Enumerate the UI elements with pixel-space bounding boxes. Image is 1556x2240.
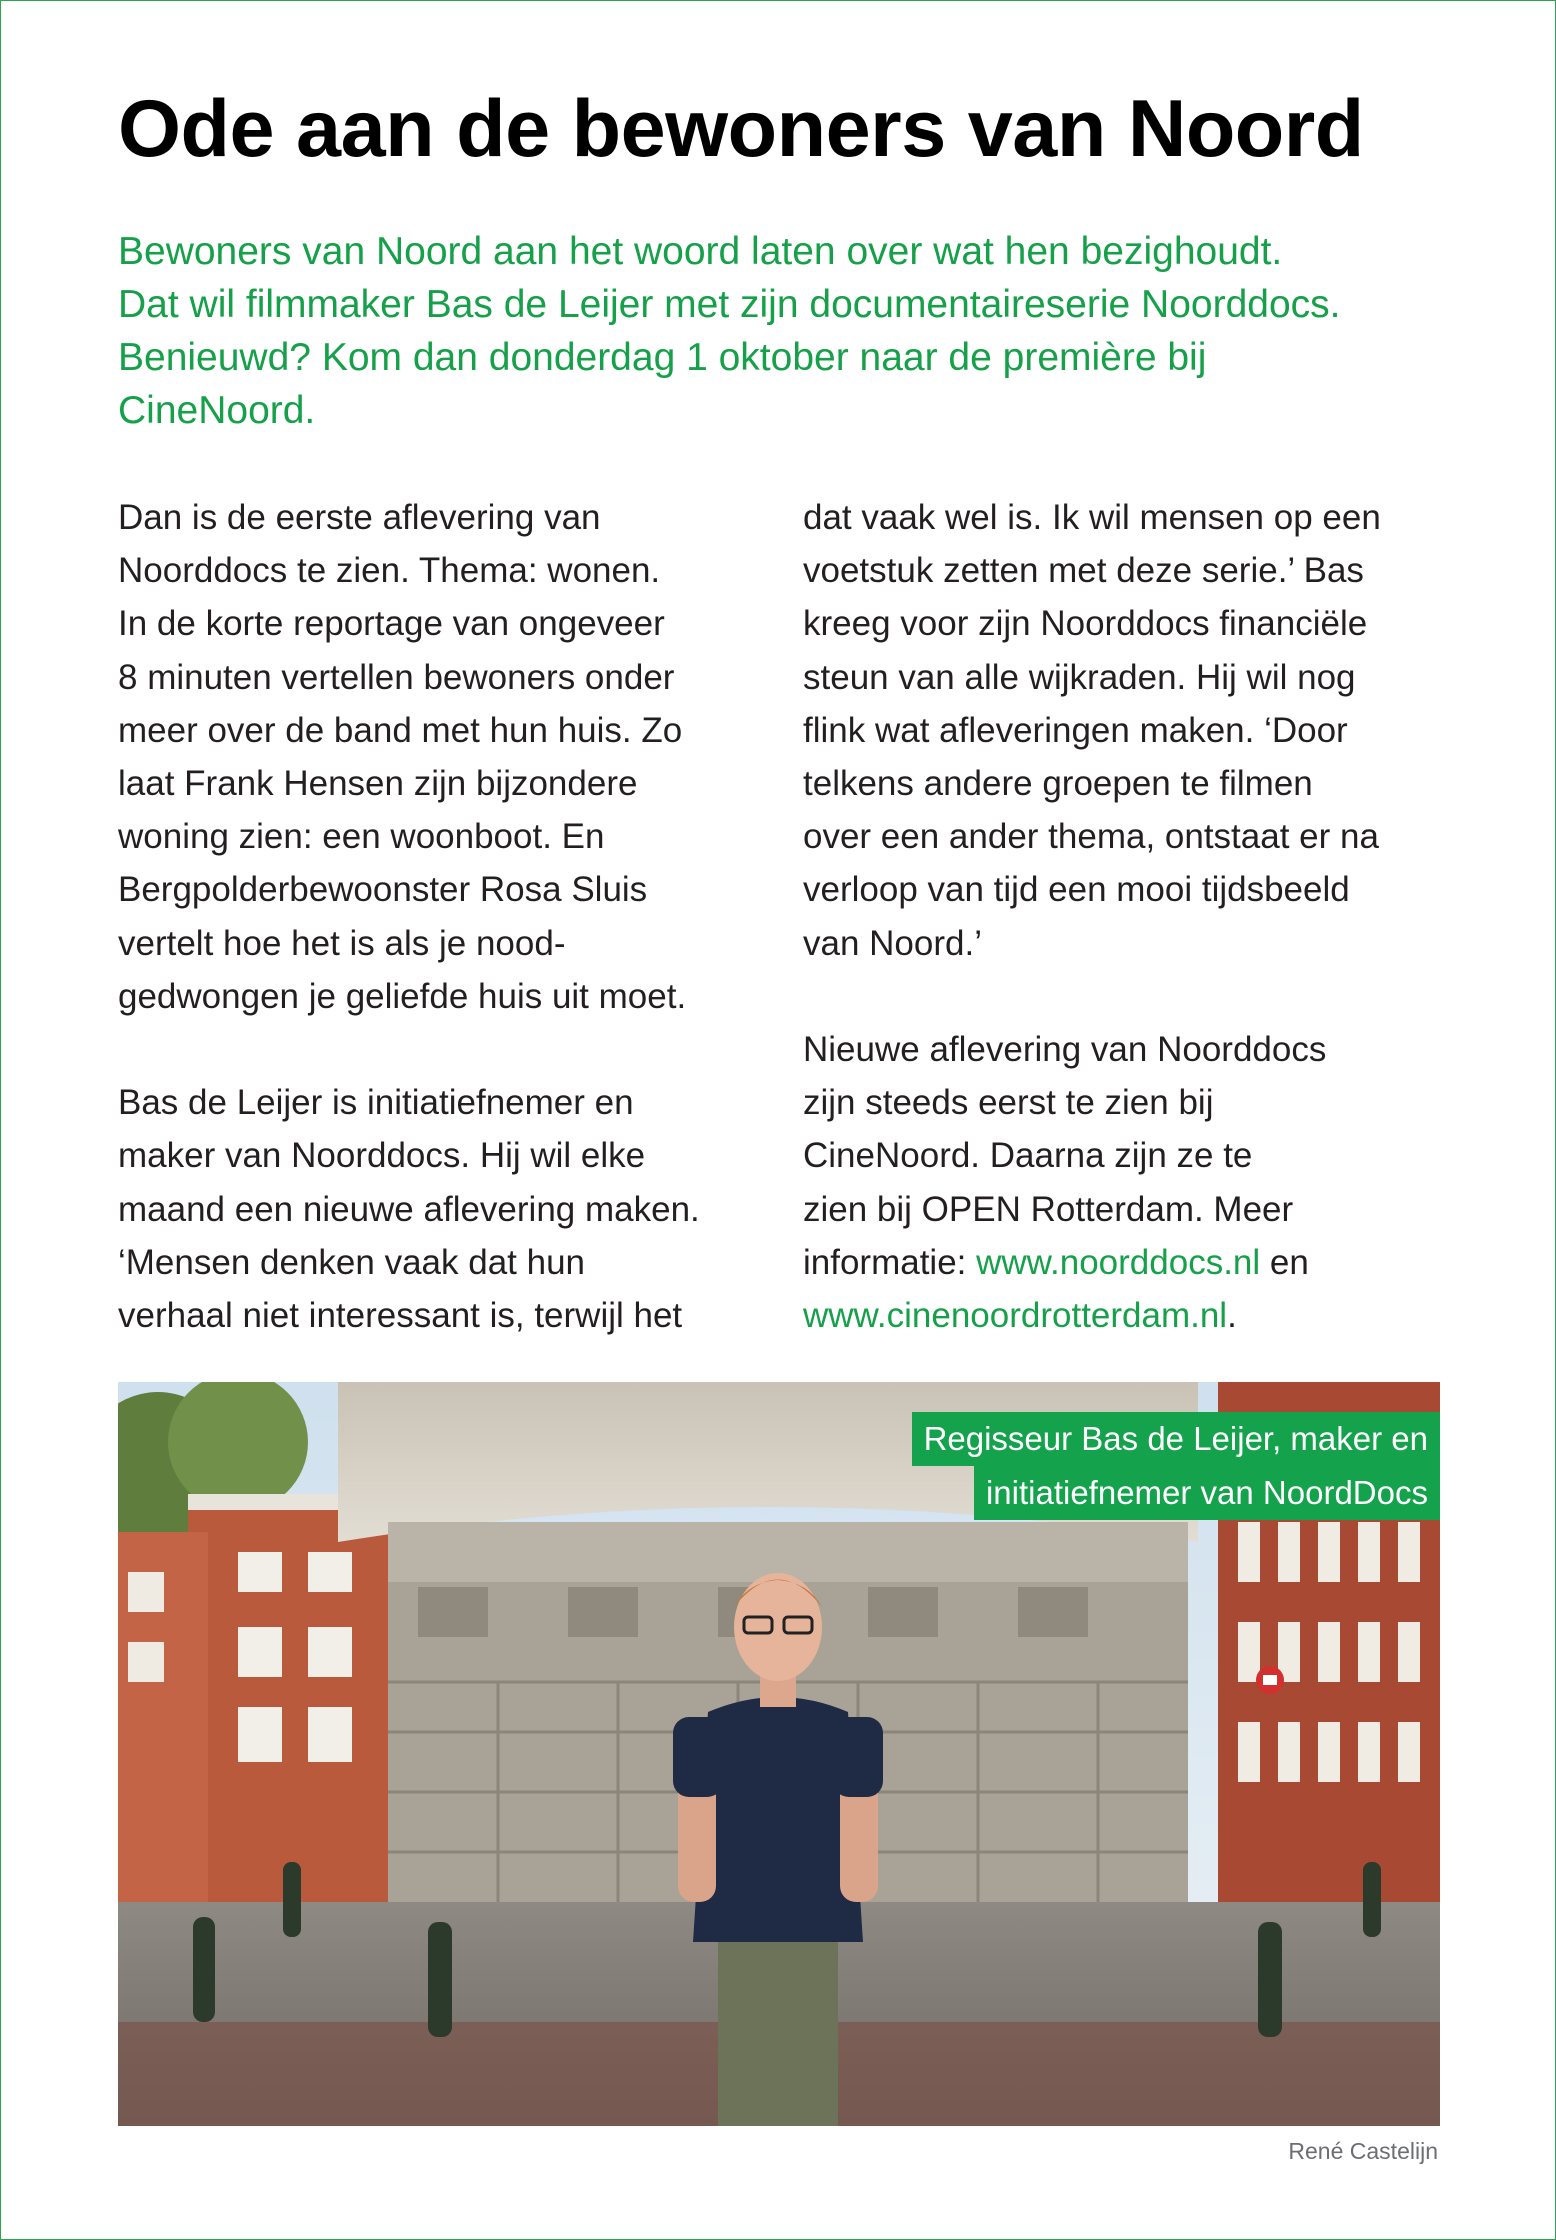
paragraph-gap bbox=[803, 970, 1463, 1023]
text-line: voetstuk zetten met deze serie.’ Bas bbox=[803, 551, 1364, 591]
text-line: steun van alle wijkraden. Hij wil nog bbox=[803, 657, 1356, 697]
article-title: Ode aan de bewoners van Noord bbox=[118, 84, 1364, 174]
text-line: maand een nieuwe aflevering maken. bbox=[118, 1189, 700, 1229]
text-line: Nieuwe aflevering van Noorddocs bbox=[803, 1030, 1327, 1070]
portrait-photo bbox=[118, 1382, 1440, 2126]
text-line: van Noord.’ bbox=[803, 923, 982, 963]
text-line: Bergpolderbewoonster Rosa Sluis bbox=[118, 870, 648, 910]
text-line: verhaal niet interessant is, terwijl het bbox=[118, 1296, 683, 1336]
lead-line: Bewoners van Noord aan het woord laten over wat hen bezighoudt. bbox=[118, 230, 1283, 273]
paragraph bbox=[803, 491, 1463, 970]
text-line: meer over de band met hun huis. Zo bbox=[118, 710, 683, 750]
text-line: over een ander thema, ontstaat er na bbox=[803, 817, 1379, 857]
paragraph bbox=[118, 1076, 778, 1342]
text-line bbox=[803, 1236, 1463, 1289]
text-line: maker van Noorddocs. Hij wil elke bbox=[118, 1136, 646, 1176]
text-line: Dan is de eerste aflevering van bbox=[118, 498, 601, 537]
body-column-left bbox=[118, 491, 778, 1342]
text-line: woning zien: een woonboot. En bbox=[118, 817, 605, 857]
paragraph bbox=[118, 491, 778, 1023]
lead-line: Benieuwd? Kom dan donderdag 1 oktober naar de première bij bbox=[118, 336, 1207, 379]
paragraph-gap bbox=[118, 1023, 778, 1076]
text-line: flink wat afleveringen maken. ‘Door bbox=[803, 710, 1348, 750]
cinenoord-link[interactable]: www.cinenoordrotterdam.nl bbox=[803, 1296, 1228, 1336]
sentence-end: . bbox=[1227, 1296, 1237, 1336]
text-line: dat vaak wel is. Ik wil mensen op een bbox=[803, 498, 1381, 537]
info-label: informatie: bbox=[803, 1242, 977, 1282]
text-line: telkens andere groepen te filmen bbox=[803, 764, 1313, 804]
photo-credit: René Castelijn bbox=[1288, 2138, 1438, 2164]
text-line: vertelt hoe het is als je nood- bbox=[118, 923, 566, 963]
text-line: verloop van tijd een mooi tijdsbeeld bbox=[803, 870, 1350, 910]
caption-line: Regisseur Bas de Leijer, maker en bbox=[912, 1412, 1440, 1466]
text-line: zien bij OPEN Rotterdam. Meer bbox=[803, 1189, 1294, 1229]
text-line: kreeg voor zijn Noorddocs financiële bbox=[803, 604, 1368, 644]
text-line bbox=[803, 1289, 1463, 1342]
text-line: laat Frank Hensen zijn bijzondere bbox=[118, 764, 638, 804]
text-line: ‘Mensen denken vaak dat hun bbox=[118, 1242, 585, 1282]
photo-caption bbox=[912, 1412, 1440, 1520]
lead-line: CineNoord. bbox=[118, 389, 316, 432]
text-line: gedwongen je geliefde huis uit moet. bbox=[118, 976, 687, 1016]
text-line: 8 minuten vertellen bewoners onder bbox=[118, 657, 675, 697]
body-column-right bbox=[803, 491, 1463, 1342]
link-conjunction: en bbox=[1260, 1242, 1309, 1282]
text-line: CineNoord. Daarna zijn ze te bbox=[803, 1136, 1253, 1176]
paragraph bbox=[803, 1023, 1463, 1342]
text-line: Noorddocs te zien. Thema: wonen. bbox=[118, 551, 661, 591]
text-line: In de korte reportage van ongeveer bbox=[118, 604, 665, 644]
article-lead bbox=[118, 225, 1458, 437]
text-line: Bas de Leijer is initiatiefnemer en bbox=[118, 1083, 634, 1123]
caption-line: initiatiefnemer van NoordDocs bbox=[974, 1466, 1440, 1520]
lead-line: Dat wil filmmaker Bas de Leijer met zijn documentaireserie Noorddocs. bbox=[118, 283, 1341, 326]
text-line: zijn steeds eerst te zien bij bbox=[803, 1083, 1214, 1123]
building-left bbox=[118, 1494, 388, 1907]
noorddocs-link[interactable]: www.noorddocs.nl bbox=[976, 1242, 1261, 1282]
